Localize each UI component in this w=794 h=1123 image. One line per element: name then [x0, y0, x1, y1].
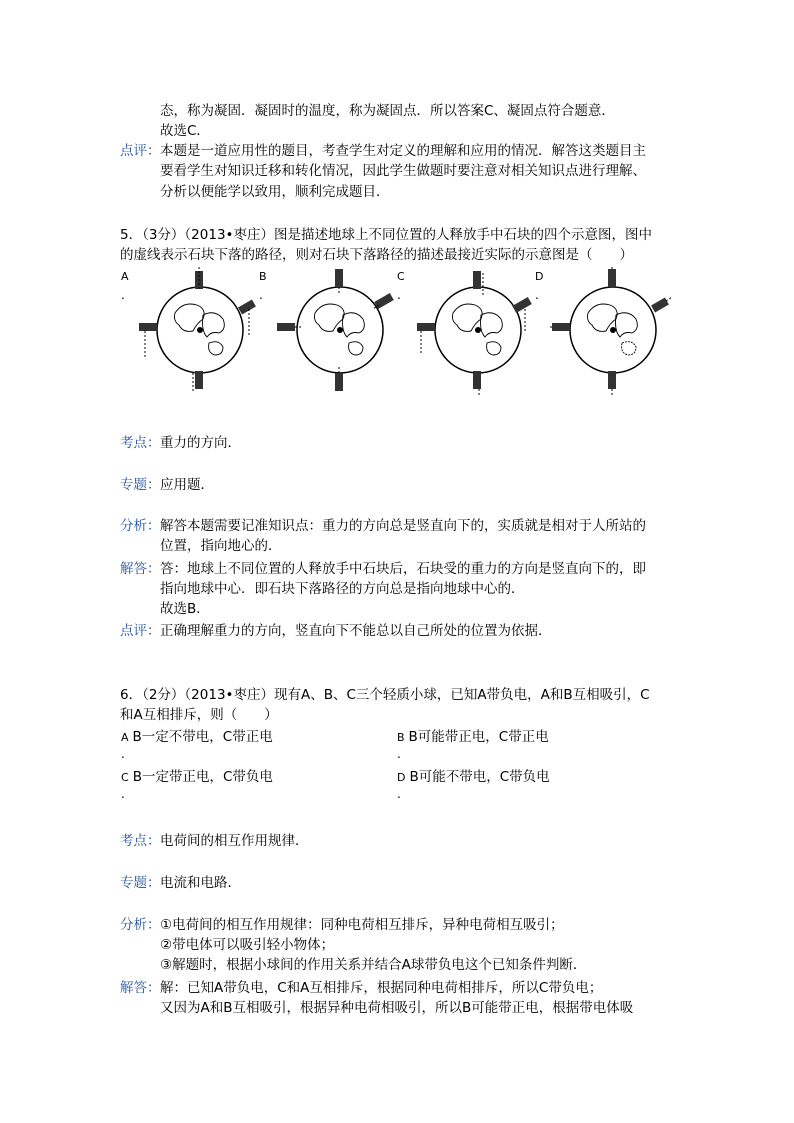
q6-zhuanti-label: 专题： [120, 875, 161, 891]
q6-option-d [397, 768, 550, 787]
q5-figure-d [548, 265, 673, 395]
q5-dianping-text: 正确理解重力的方向，竖直向下不能总以自己所处的位置为依据． [160, 623, 552, 639]
continuation-line-1: 态，称为凝固．凝固时的温度，称为凝固点．所以答案C、凝固点符合题意． [160, 103, 615, 119]
q6-option-c-dot: . [121, 787, 125, 801]
q5-option-b-dot: . [259, 288, 263, 302]
q6-stem-line-1: 6．（2分）（2013•枣庄）现有A、B、C三个轻质小球，已知A带负电，A和B互相吸引，C [120, 687, 650, 703]
q5-kaodian-text: 重力的方向． [160, 435, 241, 451]
q6-option-c-letter: C [121, 771, 129, 784]
q6-option-b-letter: B [397, 731, 405, 744]
q5-option-a-label: A [121, 270, 129, 283]
q5-jieda-line-2: 指向地球中心．即石块下落路径的方向总是指向地球中心的． [160, 581, 525, 597]
q5-jieda-line-3: 故选B． [160, 601, 210, 617]
q6-fenxi-line-3: ③解题时，根据小球间的作用关系并结合A球带负电这个已知条件判断． [160, 957, 587, 973]
q5-kaodian-label: 考点： [120, 435, 161, 451]
q6-fenxi-line-2: ②带电体可以吸引轻小物体； [160, 937, 335, 953]
q5-stem-line-1: 5．（3分）（2013•枣庄）图是描述地球上不同位置的人释放手中石块的四个示意图，图中 [120, 227, 652, 243]
q5-fenxi-label: 分析： [120, 518, 161, 534]
q5-fenxi-line-2: 位置，指向地心的． [160, 538, 282, 554]
q5-jieda-label: 解答： [120, 561, 161, 577]
q6-option-a-dot: . [121, 747, 125, 761]
q6-option-a-letter: A [121, 731, 129, 744]
q6-option-b-dot: . [397, 747, 401, 761]
q6-jieda-line-2: 又因为A和B互相吸引，根据异种电荷相吸引，所以B可能带正电，根据带电体吸 [160, 1000, 634, 1016]
q6-stem-line-2: 和A互相排斥，则（ ） [120, 707, 278, 723]
q5-stem-line-2: 的虚线表示石块下落的路径，则对石块下落路径的描述最接近实际的示意图是（ ） [120, 247, 633, 263]
q5-option-c-label: C [397, 270, 405, 283]
q6-option-d-text: B可能不带电，C带负电 [409, 769, 550, 785]
q4-review-label: 点评： [120, 143, 161, 159]
q5-figure-b [275, 265, 400, 395]
q5-zhuanti-text: 应用题． [160, 477, 214, 493]
q6-option-c [121, 768, 273, 787]
q6-jieda-label: 解答： [120, 980, 161, 996]
q5-option-d-label: D [535, 270, 544, 283]
q6-option-c-text: B一定带正电，C带负电 [132, 769, 273, 785]
q6-kaodian-label: 考点： [120, 833, 161, 849]
q5-jieda-line-1: 答：地球上不同位置的人释放手中石块后，石块受的重力的方向是竖直向下的，即 [160, 561, 646, 577]
q5-figure-a [135, 265, 260, 395]
q6-option-a [121, 728, 273, 747]
q5-option-a-dot: . [121, 288, 125, 302]
q6-option-b [397, 728, 549, 747]
q5-dianping-label: 点评： [120, 623, 161, 639]
q6-fenxi-label: 分析： [120, 917, 161, 933]
q4-review-line-1: 本题是一道应用性的题目，考查学生对定义的理解和应用的情况．解答这类题目主 [160, 143, 646, 159]
q6-zhuanti-text: 电流和电路． [160, 875, 241, 891]
q5-option-b-label: B [259, 270, 267, 283]
q6-fenxi-line-1: ①电荷间的相互作用规律：同种电荷相互排斥，异种电荷相互吸引； [160, 917, 564, 933]
q4-review-line-2: 要看学生对知识迁移和转化情况，因此学生做题时要注意对相关知识点进行理解、 [160, 163, 646, 179]
q5-option-d-dot: . [535, 288, 539, 302]
q6-option-a-text: B一定不带电，C带正电 [132, 729, 273, 745]
q6-kaodian-text: 电荷间的相互作用规律． [160, 833, 309, 849]
q5-figure-c [413, 265, 538, 395]
q5-fenxi-line-1: 解答本题需要记准知识点：重力的方向总是竖直向下的，实质就是相对于人所站的 [160, 518, 646, 534]
q6-option-b-text: B可能带正电，C带正电 [408, 729, 549, 745]
q6-option-d-dot: . [397, 787, 401, 801]
q5-zhuanti-label: 专题： [120, 477, 161, 493]
q4-review-line-3: 分析以便能学以致用，顺利完成题目． [160, 184, 390, 200]
q6-option-d-letter: D [397, 771, 406, 784]
q5-option-c-dot: . [397, 288, 401, 302]
continuation-line-2: 故选C． [160, 123, 210, 139]
q6-jieda-line-1: 解：已知A带负电，C和A互相排斥，根据同种电荷相排斥，所以C带负电； [160, 980, 603, 996]
